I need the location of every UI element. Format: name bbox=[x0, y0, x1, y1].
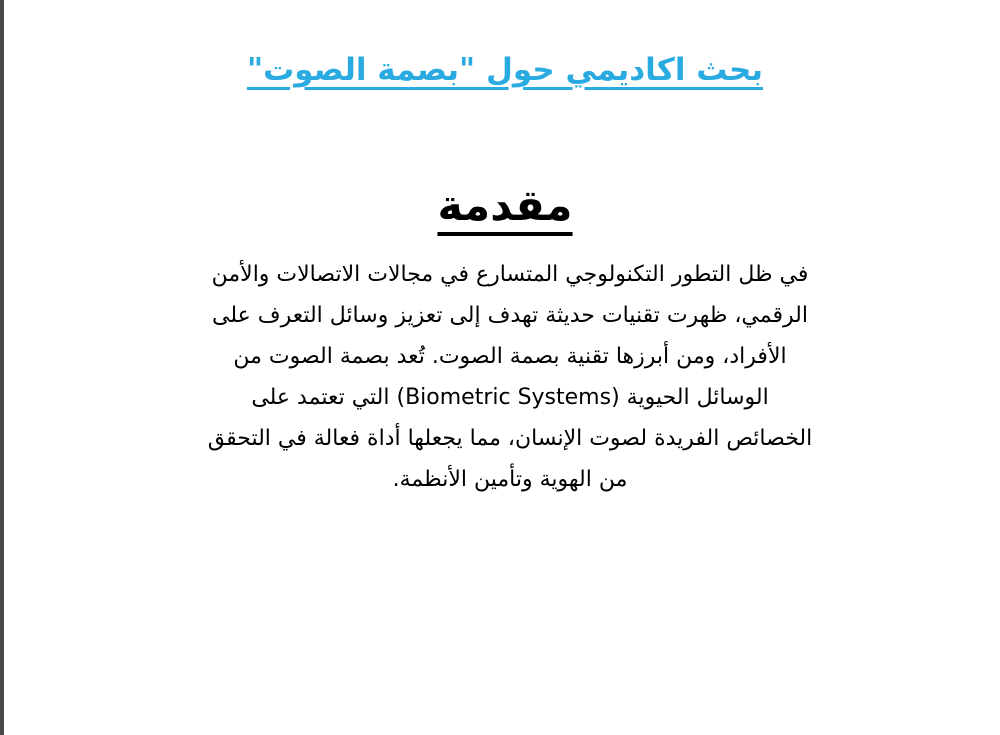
paragraph-line: الخصائص الفريدة لصوت الإنسان، مما يجعلها أداة فعالة في التحقق bbox=[207, 426, 813, 451]
paragraph-line: من الهوية وتأمين الأنظمة. bbox=[392, 467, 628, 492]
paragraph-line: الرقمي، ظهرت تقنيات حديثة تهدف إلى تعزيز وسائل التعرف على bbox=[212, 303, 808, 328]
document-title: بحث اكاديمي حول "بصمة الصوت" bbox=[246, 52, 764, 88]
viewer-left-edge bbox=[0, 0, 4, 735]
paragraph-line: الوسائل الحيوية (Biometric Systems) التي تعتمد على bbox=[251, 385, 769, 410]
introduction-paragraph bbox=[150, 254, 870, 500]
section-heading-introduction: مقدمة bbox=[437, 181, 573, 231]
paragraph-line: في ظل التطور التكنولوجي المتسارع في مجالات الاتصالات والأمن bbox=[211, 262, 809, 287]
paragraph-line: الأفراد، ومن أبرزها تقنية بصمة الصوت. تُعد بصمة الصوت من bbox=[233, 344, 787, 369]
